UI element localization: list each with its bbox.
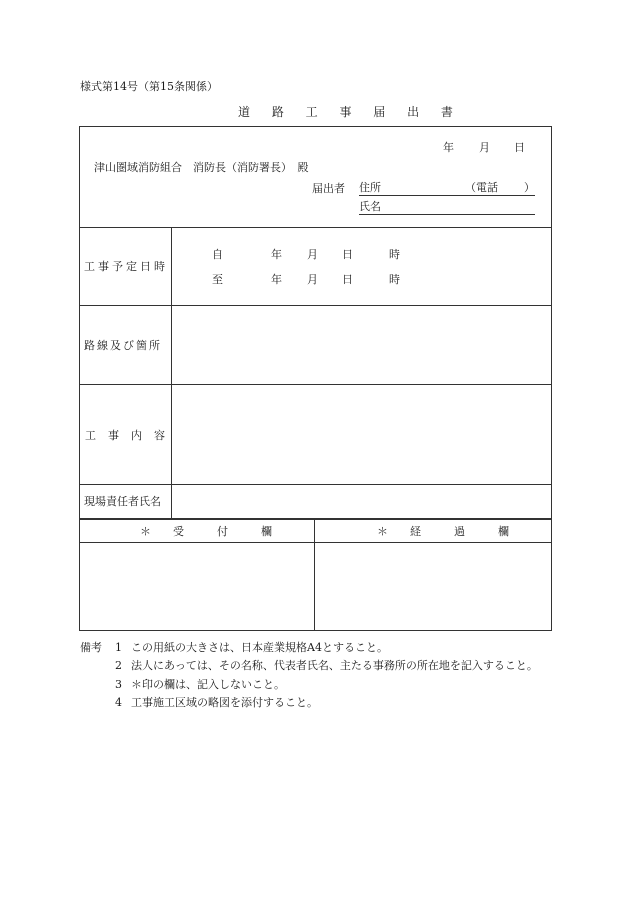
phone-close: ） [524, 181, 535, 194]
schedule-from-label: 自 [212, 248, 223, 261]
remark-1-text: この用紙の大きさは、日本産業規格A4とすること。 [131, 641, 388, 654]
date-year-label: 年 [443, 141, 454, 154]
schedule-from-month: 月 [307, 248, 318, 261]
reception-box [80, 543, 313, 630]
name-label: 氏名 [359, 200, 381, 213]
schedule-to-label: 至 [212, 273, 223, 286]
remark-4-num: 4 [115, 696, 122, 709]
content-label: 工 事 内 容 [85, 429, 166, 442]
name-field[interactable] [359, 201, 535, 215]
remarks-heading: 備考 [80, 641, 102, 654]
addressee: 津山圏域消防組合 消防長（消防署長） 殿 [94, 161, 309, 174]
date-day-label: 日 [514, 141, 525, 154]
schedule-from-year: 年 [271, 248, 282, 261]
progress-header: ＊ 経 過 欄 [377, 525, 509, 538]
remark-2-num: 2 [115, 659, 122, 672]
notifier-label: 届出者 [312, 182, 345, 195]
content-input[interactable] [172, 385, 551, 483]
remark-3-text: ＊印の欄は、記入しないこと。 [131, 678, 285, 691]
remark-2-text: 法人にあっては、その名称、代表者氏名、主たる事務所の所在地を記入すること。 [131, 659, 538, 672]
row-divider-supervisor [79, 518, 552, 520]
remark-1-num: 1 [115, 641, 122, 654]
schedule-to-hour: 時 [389, 273, 400, 286]
supervisor-input[interactable] [172, 485, 551, 517]
address-field[interactable] [359, 182, 535, 196]
schedule-to-month: 月 [307, 273, 318, 286]
progress-box [315, 543, 551, 630]
document-title: 道 路 工 事 届 出 書 [238, 105, 462, 119]
address-label: 住所 [359, 181, 381, 194]
date-month-label: 月 [479, 141, 490, 154]
phone-label: （電話 [465, 181, 498, 194]
schedule-label: 工事予定日時 [84, 260, 168, 273]
supervisor-label: 現場責任者氏名 [84, 495, 161, 508]
schedule-from-day: 日 [342, 248, 353, 261]
route-label: 路線及び箇所 [84, 339, 162, 352]
reception-header: ＊ 受 付 欄 [140, 525, 272, 538]
remark-4-text: 工事施工区域の略図を添付すること。 [131, 696, 318, 709]
schedule-input[interactable] [172, 228, 551, 304]
schedule-to-day: 日 [342, 273, 353, 286]
route-input[interactable] [172, 306, 551, 383]
form-number: 様式第14号（第15条関係） [80, 80, 218, 93]
remark-3-num: 3 [115, 678, 122, 691]
schedule-to-year: 年 [271, 273, 282, 286]
schedule-from-hour: 時 [389, 248, 400, 261]
